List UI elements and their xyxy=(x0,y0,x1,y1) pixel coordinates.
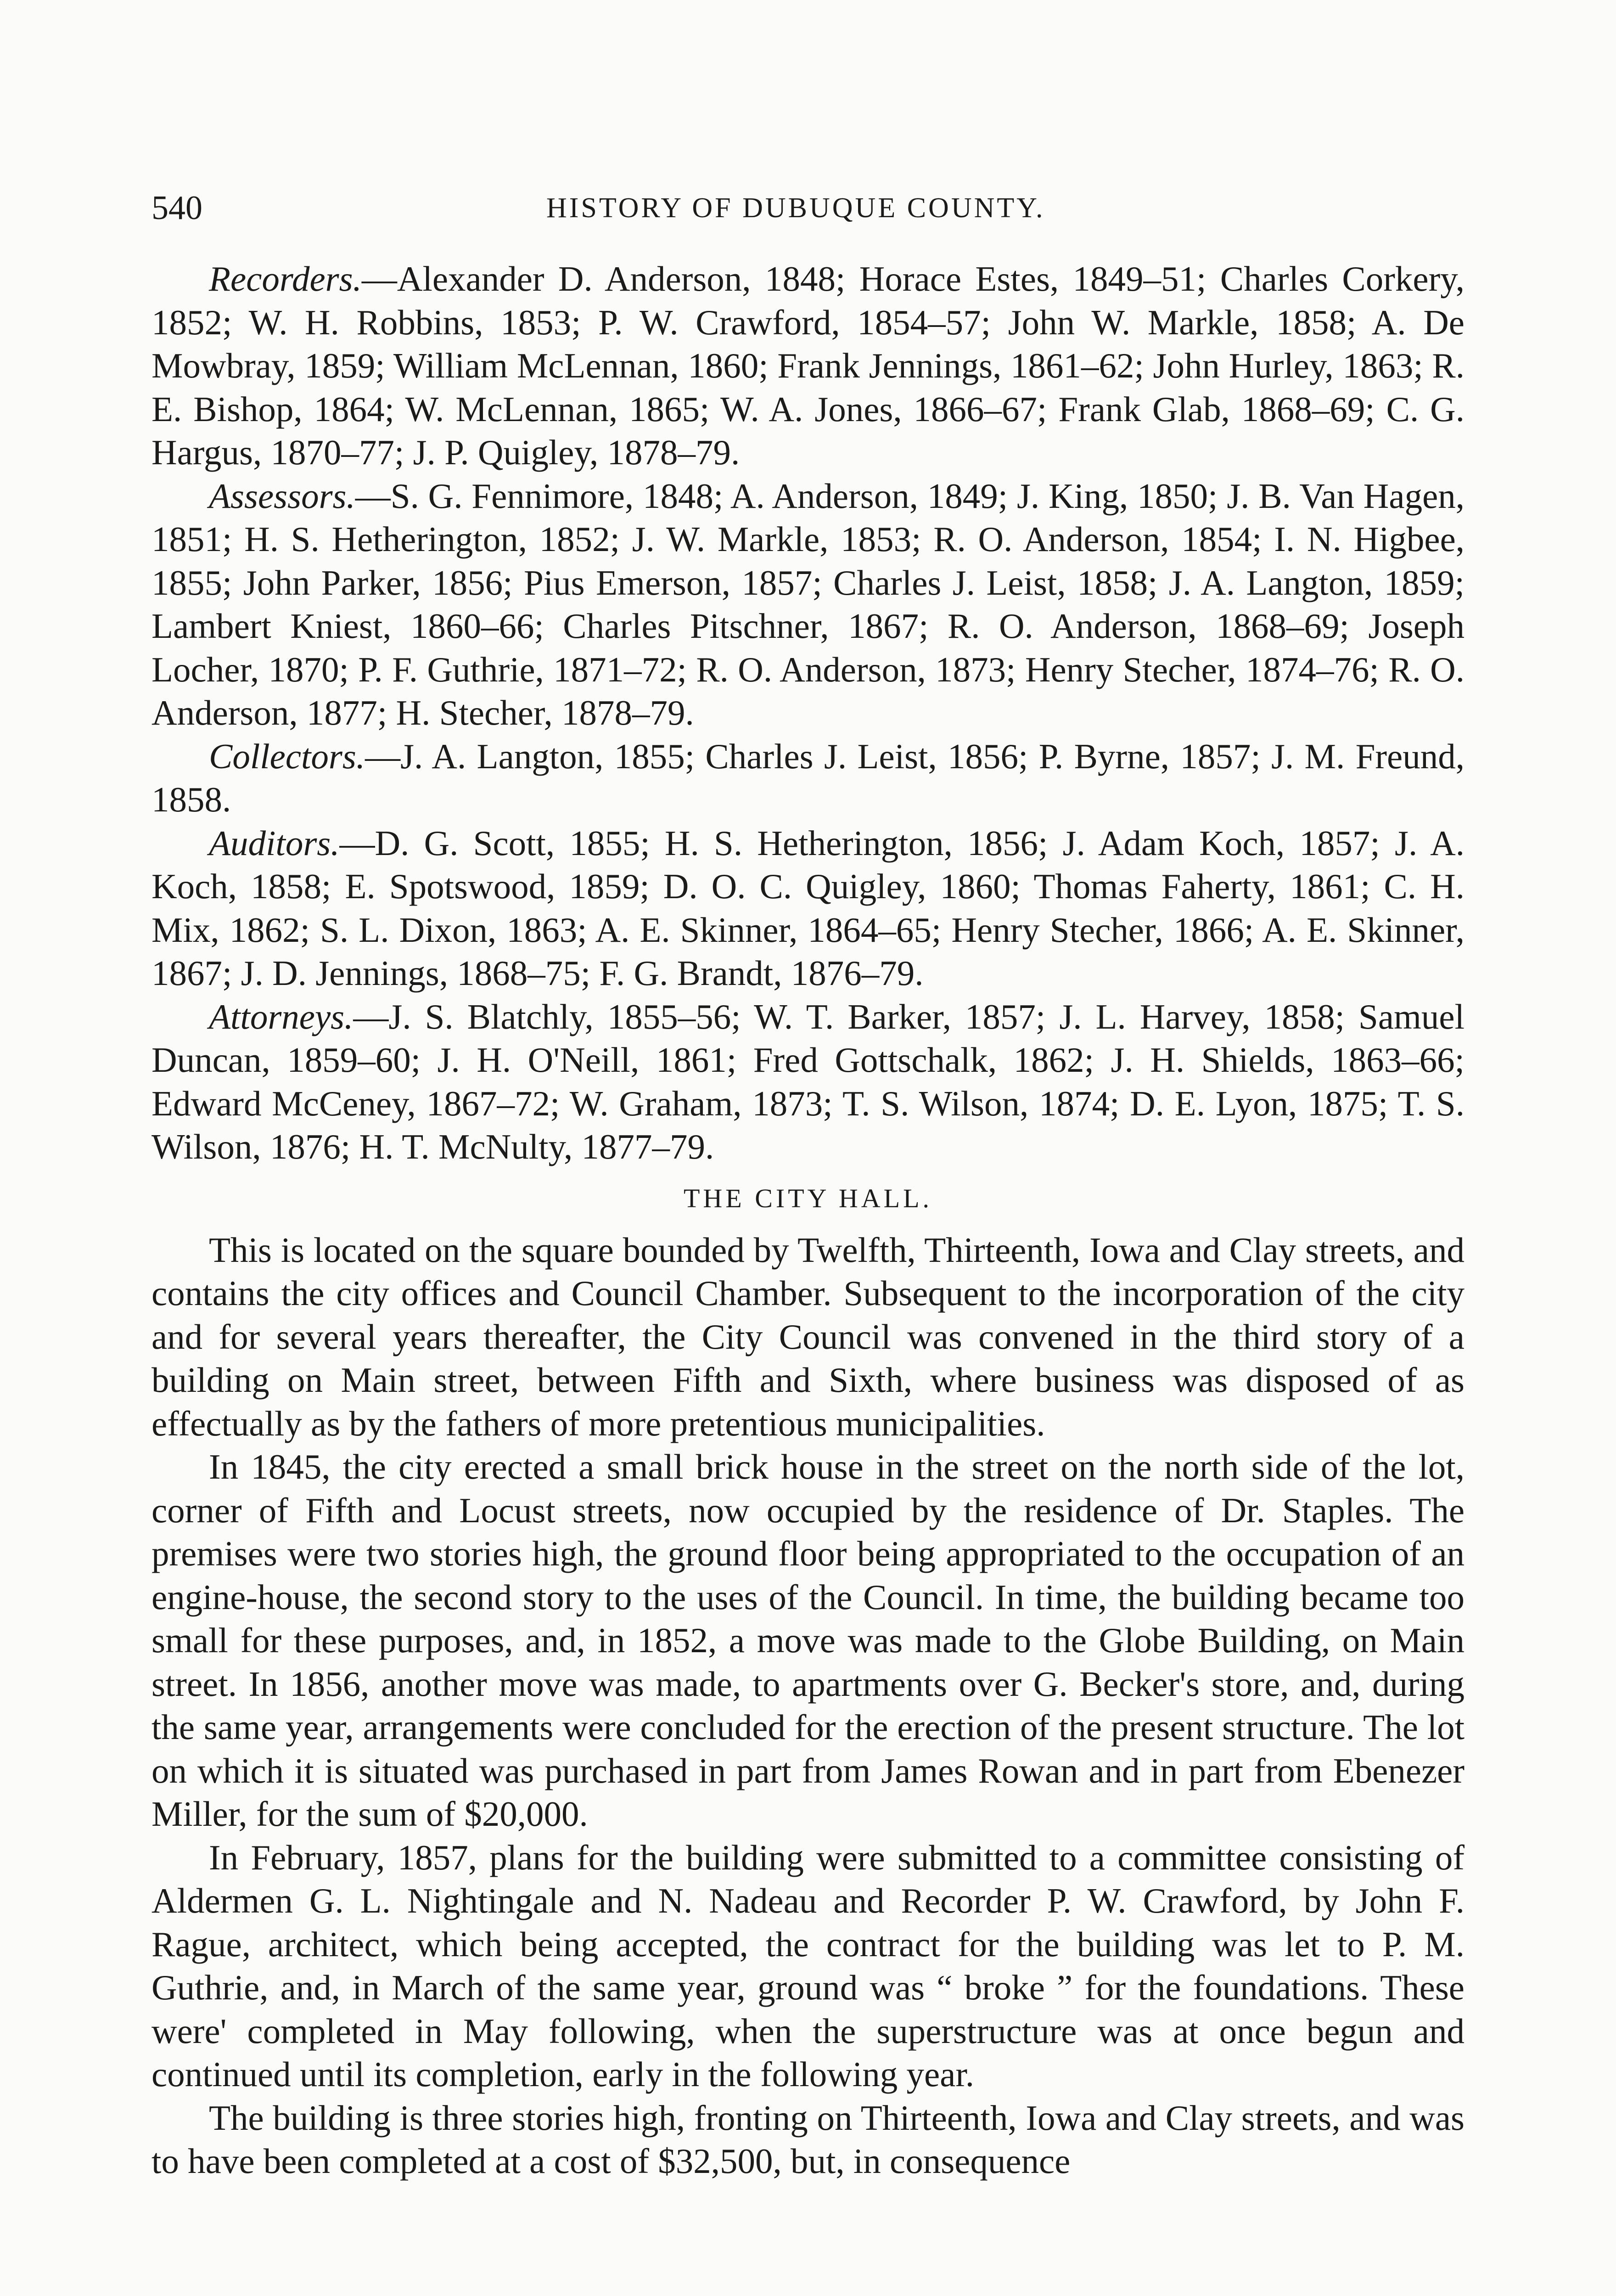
running-title: HISTORY OF DUBUQUE COUNTY. xyxy=(546,192,1045,224)
entry-label: Attorneys. xyxy=(209,996,354,1036)
entry-label: Collectors. xyxy=(209,736,365,776)
page-header xyxy=(152,183,1464,233)
entry-label: Auditors. xyxy=(209,823,340,863)
entry-text: —J. A. Langton, 1855; Charles J. Leist, 1856; P. Byrne, 1857; J. M. Freund, 1858. xyxy=(152,736,1464,819)
page-number: 540 xyxy=(152,189,202,227)
paragraph: This is located on the square bounded by Twelfth, Thirteenth, Iowa and Clay streets, and contains the city offices and Council Chamber. Subsequent to the incorporation of the city and for several years thereafter, the City Council was convened in the third story of a building on Main street, between Fifth and Sixth, where business was disposed of as effectually as by the fathers of more pretentious municipalities. xyxy=(152,1230,1464,1443)
entry-label: Assessors. xyxy=(209,476,355,516)
paragraph: In February, 1857, plans for the building were submitted to a committee consisting of Aldermen G. L. Nightingale and N. Nadeau and Recorder P. W. Crawford, by John F. Rague, architect, which being accepted, the contract for the building was let to P. M. Guthrie, and, in March of the same year, ground was “ broke ” for the foundations. These were' completed in May following, when the superstructure was at once begun and continued until its completion, early in the following year. xyxy=(152,1837,1464,2094)
paragraph: In 1845, the city erected a small brick house in the street on the north side of the lot, corner of Fifth and Locust streets, now occupied by the residence of Dr. Staples. The premises were two stories high, the ground floor being appropriated to the occupation of an engine-house, the second story to the uses of the Council. In time, the building became too small for these purposes, and, in 1852, a move was made to the Globe Building, on Main street. In 1856, another move was made, to apartments over G. Becker's store, and, during the same year, arrangements were concluded for the erection of the present structure. The lot on which it is situated was purchased in part from James Rowan and in part from Ebenezer Miller, for the sum of $20,000. xyxy=(152,1447,1464,1834)
officials-entry-collectors xyxy=(152,735,1464,822)
page-body xyxy=(152,257,1464,2183)
entry-text: —Alexander D. Anderson, 1848; Horace Estes, 1849–51; Charles Corkery, 1852; W. H. Robbins, 1853; P. W. Crawford, 1854–57; John W. Markle, 1858; A. De Mowbray, 1859; William McLennan, 1860; Frank Jennings, 1861–62; John Hurley, 1863; R. E. Bishop, 1864; W. McLennan, 1865; W. A. Jones, 1866–67; Frank Glab, 1868–69; C. G. Hargus, 1870–77; J. P. Quigley, 1878–79. xyxy=(152,259,1464,472)
entry-text: —S. G. Fennimore, 1848; A. Anderson, 1849; J. King, 1850; J. B. Van Hagen, 1851; H. S. Hetherington, 1852; J. W. Markle, 1853; R. O. Anderson, 1854; I. N. Higbee, 1855; John Parker, 1856; Pius Emerson, 1857; Charles J. Leist, 1858; J. A. Langton, 1859; Lambert Kniest, 1860–66; Charles Pitschner, 1867; R. O. Anderson, 1868–69; Joseph Locher, 1870; P. F. Guthrie, 1871–72; R. O. Anderson, 1873; Henry Stecher, 1874–76; R. O. Anderson, 1877; H. Stecher, 1878–79. xyxy=(152,476,1464,732)
entry-text: —J. S. Blatchly, 1855–56; W. T. Barker, 1857; J. L. Harvey, 1858; Samuel Duncan, 1859–60; J. H. O'Neill, 1861; Fred Gottschalk, 1862; J. H. Shields, 1863–66; Edward McCeney, 1867–72; W. Graham, 1873; T. S. Wilson, 1874; D. E. Lyon, 1875; T. S. Wilson, 1876; H. T. McNulty, 1877–79. xyxy=(152,996,1464,1166)
paragraph: The building is three stories high, fronting on Thirteenth, Iowa and Clay streets, and was to have been completed at a cost of $32,500, but, in consequence xyxy=(152,2098,1464,2181)
officials-entry-assessors xyxy=(152,474,1464,735)
officials-entry-recorders xyxy=(152,257,1464,474)
entry-label: Recorders. xyxy=(209,259,362,298)
section-heading: THE CITY HALL. xyxy=(683,1183,933,1213)
entry-text: —D. G. Scott, 1855; H. S. Hetherington, 1856; J. Adam Koch, 1857; J. A. Koch, 1858; E. Spotswood, 1859; D. O. C. Quigley, 1860; Thomas Faherty, 1861; C. H. Mix, 1862; S. L. Dixon, 1863; A. E. Skinner, 1864–65; Henry Stecher, 1866; A. E. Skinner, 1867; J. D. Jennings, 1868–75; F. G. Brandt, 1876–79. xyxy=(152,823,1464,993)
officials-entry-attorneys xyxy=(152,995,1464,1169)
officials-entry-auditors xyxy=(152,822,1464,995)
